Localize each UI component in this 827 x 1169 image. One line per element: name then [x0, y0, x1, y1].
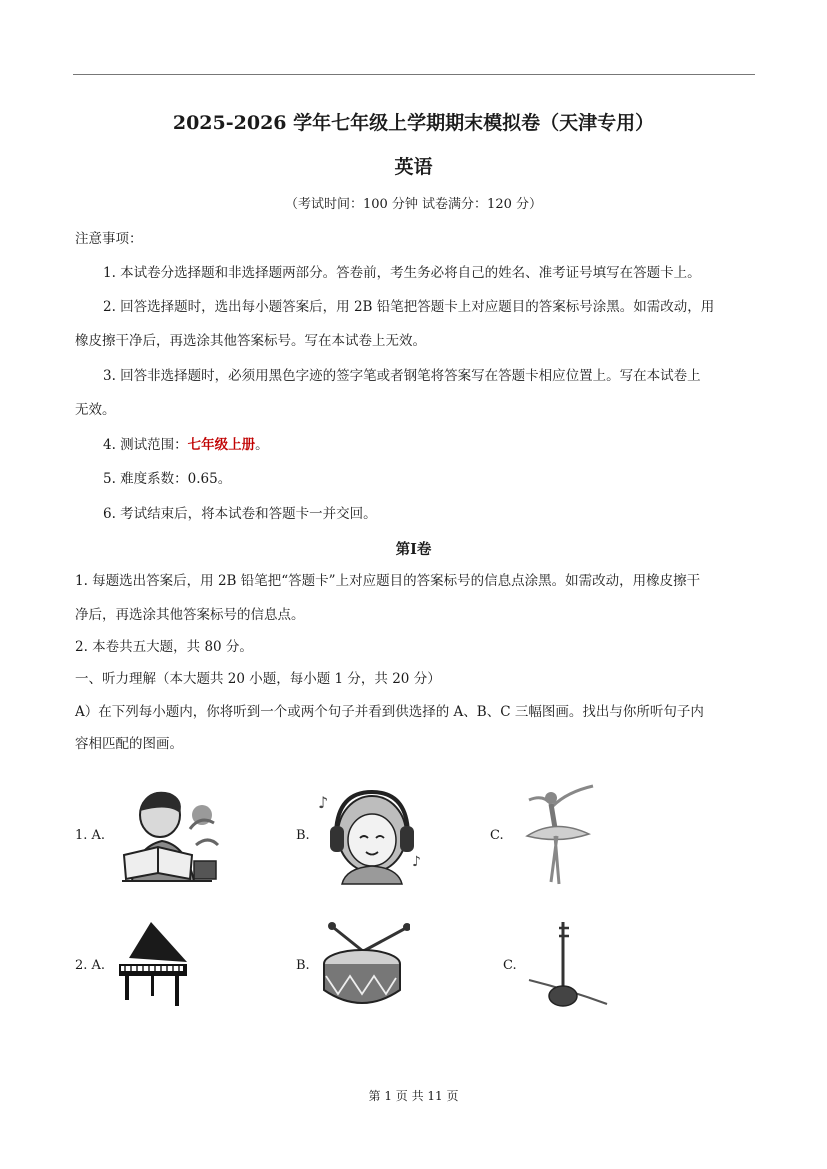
part-1-heading: 第Ⅰ卷: [395, 541, 432, 558]
notice-item-2-line1: 2. 回答选择题时，选出每小题答案后，用 2B 铅笔把答题卡上对应题目的答案标号涂黑。如需改动，用: [103, 299, 715, 315]
notice-item-3-line2: 无效。: [75, 402, 116, 418]
ballerina-icon: [517, 784, 599, 888]
q2-option-a-label: 2. A.: [75, 958, 106, 973]
notice-item-4-suffix: 。: [255, 437, 269, 453]
notice-item-6: 6. 考试结束后，将本试卷和答题卡一并交回。: [103, 506, 377, 522]
notice-item-4: [103, 435, 269, 455]
q1-option-a-label: 1. A.: [75, 828, 106, 843]
headphones-girl-icon: [316, 786, 428, 886]
section-1-heading: 一、听力理解（本大题共 20 小题，每小题 1 分，共 20 分）: [75, 671, 441, 687]
subject-title: 英语: [394, 156, 433, 178]
notice-item-2-line2: 橡皮擦干净后，再选涂其他答案标号。写在本试卷上无效。: [75, 333, 426, 349]
notice-item-1: 1. 本试卷分选择题和非选择题两部分。答卷前，考生务必将自己的姓名、准考证号填写在答题卡上。: [103, 265, 701, 281]
notice-item-4-prefix: 4. 测试范围：: [103, 437, 188, 453]
drum-icon: [318, 920, 410, 1010]
notice-heading: 注意事项：: [75, 231, 143, 247]
grand-piano-icon: [115, 920, 191, 1010]
notice-item-5: 5. 难度系数：0.65。: [103, 471, 232, 487]
section-1-instruction-line2: 容相匹配的图画。: [75, 736, 183, 752]
header-rule: [73, 74, 755, 75]
erhu-icon: [527, 920, 609, 1010]
q2-option-c-label: C.: [503, 958, 517, 973]
part-1-rule-1-line2: 净后，再选涂其他答案标号的信息点。: [75, 607, 305, 623]
q1-option-c-label: C.: [490, 828, 504, 843]
notice-item-3-line1: 3. 回答非选择题时，必须用黑色字迹的签字笔或者钢笔将答案写在答题卡相应位置上。写在本试卷上: [103, 368, 701, 384]
reading-boy-icon: [110, 785, 225, 887]
section-1-instruction-line1: A）在下列每小题内，你将听到一个或两个句子并看到供选择的 A、B、C 三幅图画。找出与你所听句子内: [75, 704, 704, 720]
svg-text:♪: ♪: [318, 793, 329, 812]
q1-option-b-label: B.: [296, 828, 310, 843]
test-range: 七年级上册: [187, 437, 256, 453]
exam-meta: （考试时间：100 分钟 试卷满分：120 分）: [284, 197, 543, 212]
svg-text:♪: ♪: [412, 854, 421, 870]
q2-option-b-label: B.: [296, 958, 310, 973]
part-1-rule-2: 2. 本卷共五大题，共 80 分。: [75, 639, 253, 655]
part-1-rule-1-line1: 1. 每题选出答案后，用 2B 铅笔把“答题卡”上对应题目的答案标号的信息点涂黑。如需改动，用橡皮擦干: [75, 573, 701, 589]
page-footer: 第 1 页 共 11 页: [368, 1089, 459, 1103]
exam-title: 2025-2026 学年七年级上学期期末模拟卷（天津专用）: [172, 112, 655, 134]
